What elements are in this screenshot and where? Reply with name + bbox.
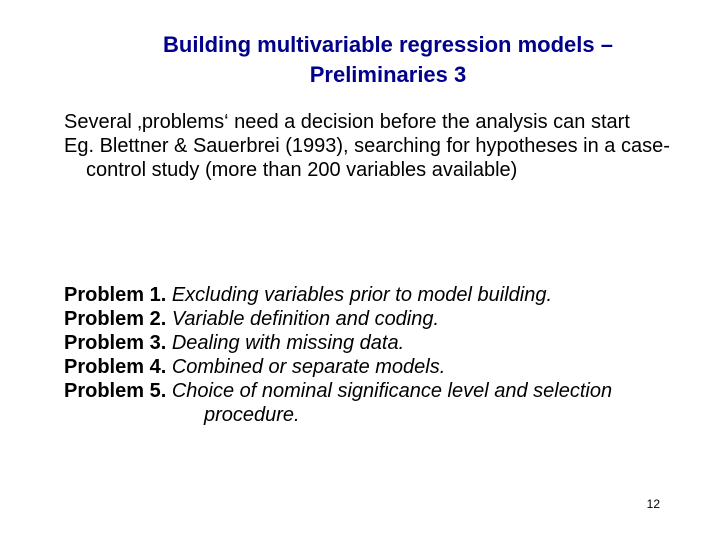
problem-label: Problem 2. bbox=[64, 308, 167, 330]
problem-text: Excluding variables prior to model building. bbox=[171, 284, 553, 306]
problem-label: Problem 1. bbox=[64, 284, 167, 306]
problem-text: Choice of nominal significance level and selection procedure. bbox=[171, 380, 613, 426]
slide-title-line-2: Preliminaries 3 bbox=[309, 62, 467, 87]
problem-item bbox=[64, 379, 684, 427]
problem-item bbox=[64, 307, 684, 331]
intro-paragraph: Several ‚problems‘ need a decision before the analysis can start bbox=[64, 111, 630, 133]
problem-label: Problem 3. bbox=[64, 332, 167, 354]
problem-item bbox=[64, 331, 684, 355]
intro-text bbox=[64, 110, 684, 182]
problem-item bbox=[64, 355, 684, 379]
problem-item bbox=[64, 283, 684, 307]
intro-paragraph: Eg. Blettner & Sauerbrei (1993), searching for hypotheses in a case-control study (more than 200 variables available) bbox=[64, 135, 670, 181]
slide-title-line-1: Building multivariable regression models – bbox=[163, 32, 613, 57]
problem-label: Problem 4. bbox=[64, 356, 167, 378]
page-number: 12 bbox=[646, 497, 660, 511]
problem-text: Variable definition and coding. bbox=[171, 308, 440, 330]
problem-text: Dealing with missing data. bbox=[171, 332, 405, 354]
problem-list bbox=[64, 283, 684, 427]
slide-title bbox=[88, 30, 688, 90]
problem-label: Problem 5. bbox=[64, 380, 167, 402]
problem-text: Combined or separate models. bbox=[171, 356, 446, 378]
